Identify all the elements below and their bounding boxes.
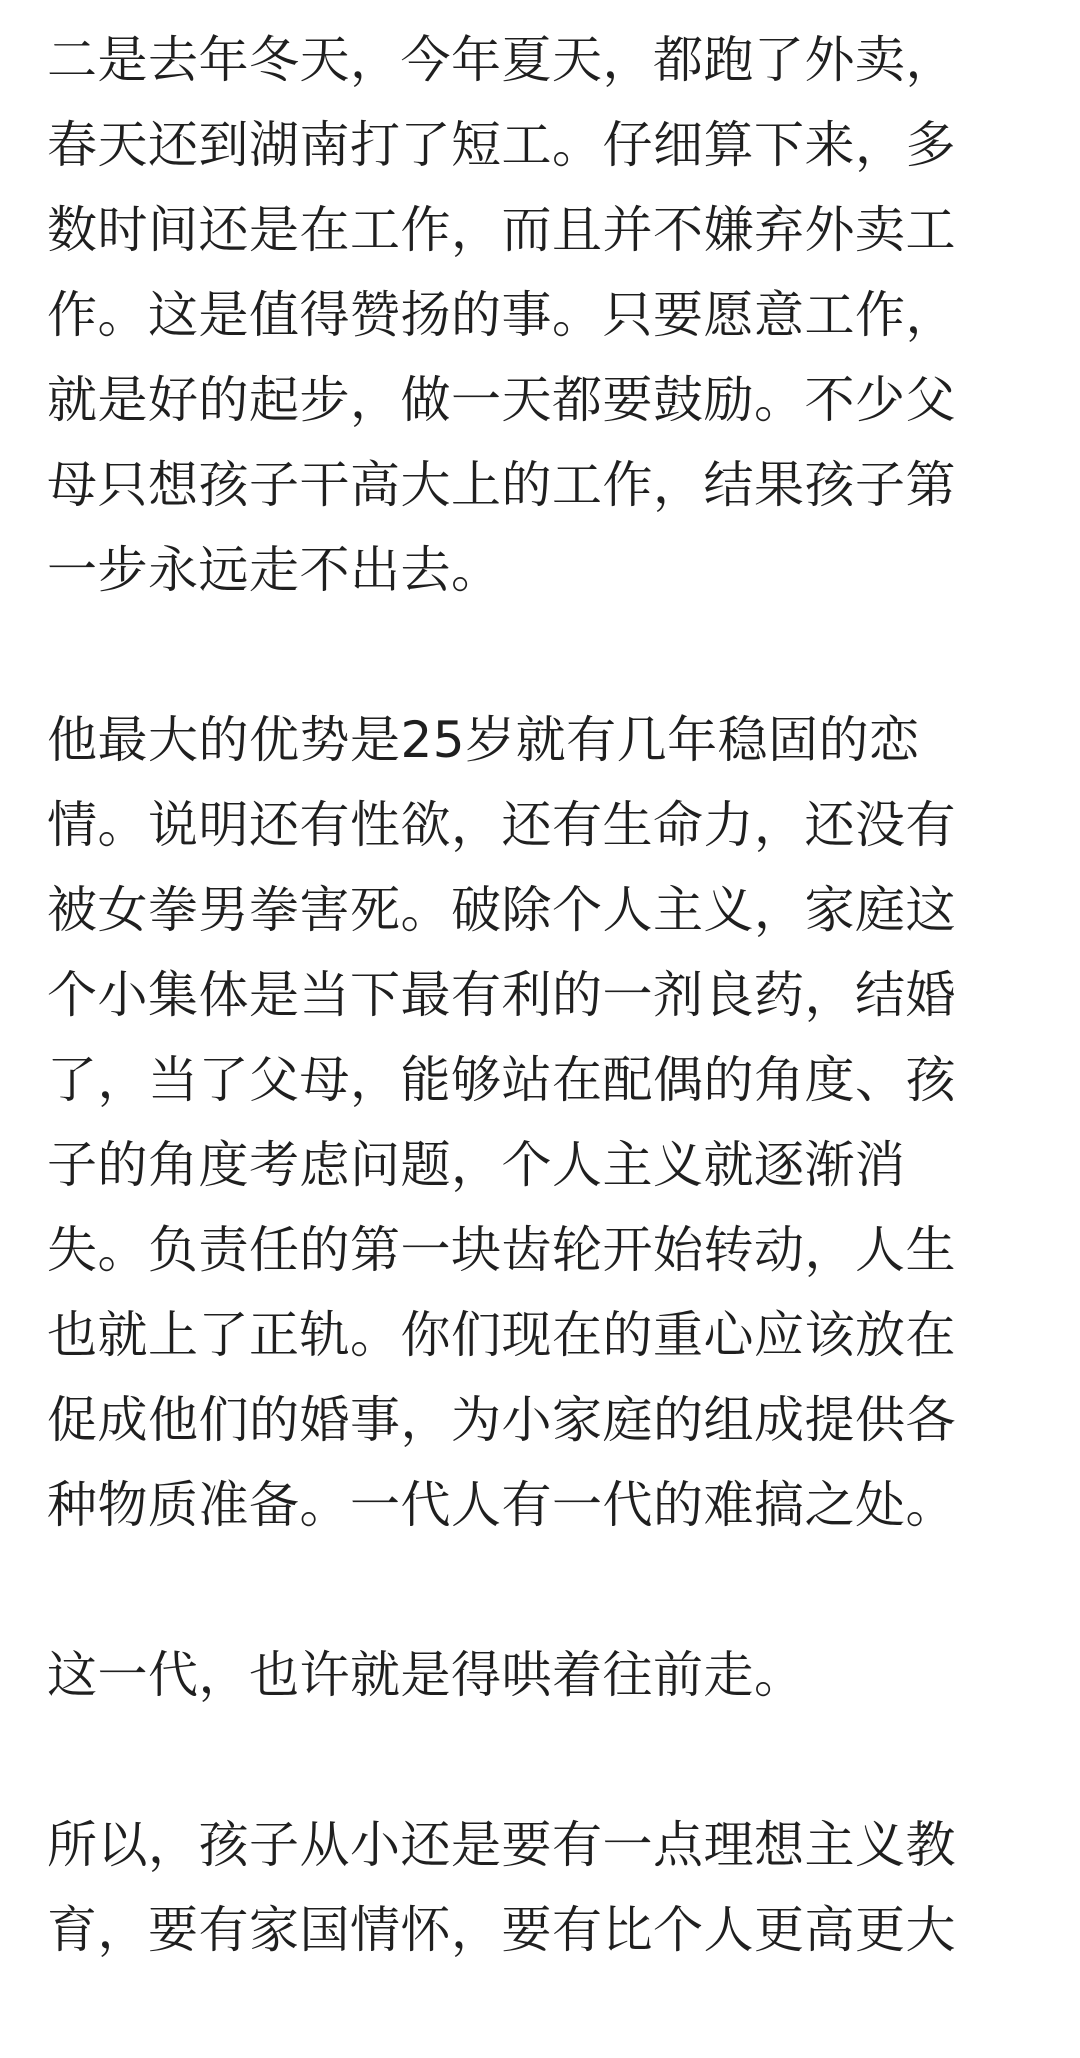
text-line: 这一代，也许就是得哄着往前走。 [47,1646,805,1704]
text-line: 所以，孩子从小还是要有一点理想主义教 [47,1816,956,1874]
text-line: 育，要有家国情怀，要有比个人更高更大 [47,1901,956,1959]
text-line: 数时间还是在工作，而且并不嫌弃外卖工 [47,201,956,259]
text-line: 一步永远走不出去。 [47,541,502,599]
text-line: 促成他们的婚事，为小家庭的组成提供各 [47,1391,956,1449]
text-line: 就是好的起步，做一天都要鼓励。不少父 [47,371,956,429]
text-line: 了，当了父母，能够站在配偶的角度、孩 [47,1051,956,1109]
article-body [47,18,1007,2058]
paragraph-3 [47,1633,1007,1718]
text-line: 他最大的优势是25岁就有几年稳固的恋 [47,711,920,769]
text-line: 失。负责任的第一块齿轮开始转动，人生 [47,1221,956,1279]
text-line: 种物质准备。一代人有一代的难搞之处。 [47,1476,956,1534]
text-line: 母只想孩子干高大上的工作，结果孩子第 [47,456,956,514]
text-line: 也就上了正轨。你们现在的重心应该放在 [47,1306,956,1364]
text-line: 被女拳男拳害死。破除个人主义，家庭这 [47,881,956,939]
text-line: 二是去年冬天，今年夏天，都跑了外卖， [47,31,956,89]
text-line: 个小集体是当下最有利的一剂良药，结婚 [47,966,956,1024]
text-line: 春天还到湖南打了短工。仔细算下来，多 [47,116,956,174]
paragraph-2 [47,698,1007,1548]
text-line: 作。这是值得赞扬的事。只要愿意工作， [47,286,956,344]
text-line: 情。说明还有性欲，还有生命力，还没有 [47,796,956,854]
text-line: 子的角度考虑问题，个人主义就逐渐消 [47,1136,906,1194]
paragraph-1 [47,18,1007,613]
